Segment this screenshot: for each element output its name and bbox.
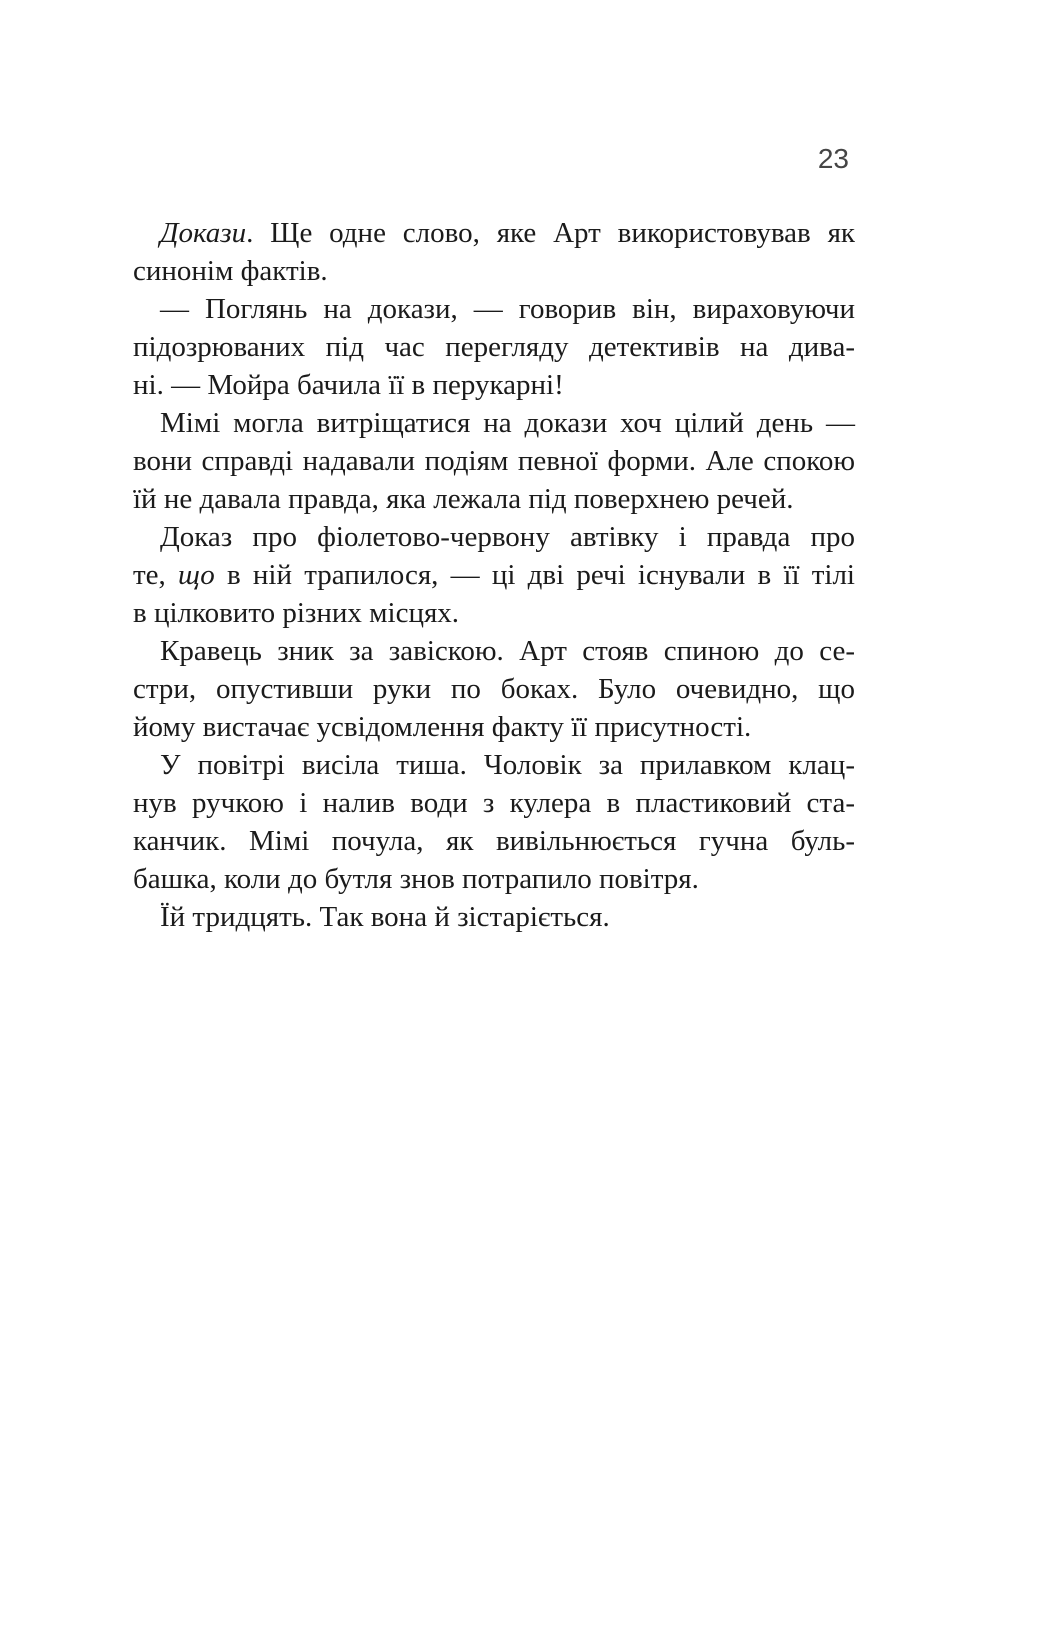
text-segment: Мімі могла витріщатися на докази хоч цілий день — [160,407,855,439]
paragraph [133,746,855,898]
text-line [133,442,855,480]
text-line [133,898,855,936]
text-segment: їй не давала правда, яка лежала під поверхнею речей. [133,483,794,515]
text-segment: в цілковито різних місцях. [133,597,460,629]
text-segment: вони справді надавали подіям певної форми. Але спокою [133,445,855,477]
italic-text-segment: Докази [160,217,247,249]
body-text-block [133,214,855,936]
text-line [133,404,855,442]
text-line [133,480,855,518]
text-segment: синонім фактів. [133,255,328,287]
text-line [133,708,855,746]
text-segment: У повітрі висіла тиша. Чоловік за прилавком клац- [160,749,855,781]
text-segment: Кравець зник за завіскою. Арт стояв спиною до се- [160,635,855,667]
text-line [133,746,855,784]
paragraph [133,518,855,632]
page-number: 23 [817,143,849,174]
text-segment: ні. — Мойра бачила її в перукарні! [133,369,564,401]
italic-text-segment: що [178,559,215,591]
text-line [133,784,855,822]
text-line [133,860,855,898]
text-line [133,366,855,404]
text-segment: башка, коли до бутля знов потрапило повітря. [133,863,699,895]
text-segment: Доказ про фіолетово-червону автівку і правда про [160,521,855,553]
text-segment: йому вистачає усвідомлення факту її присутності. [133,711,752,743]
text-line [133,670,855,708]
text-line [133,822,855,860]
text-segment: Їй тридцять. Так вона й зістаріється. [160,901,610,933]
text-line [133,214,855,252]
paragraph [133,632,855,746]
text-segment: нув ручкою і налив води з кулера в пластиковий ста- [133,787,855,819]
text-line [133,632,855,670]
paragraph [133,290,855,404]
text-segment: канчик. Мімі почула, як вивільнюється гучна буль- [133,825,855,857]
text-line [133,594,855,632]
text-segment: — Поглянь на докази, — говорив він, вираховуючи [160,293,855,325]
text-line [133,328,855,366]
text-segment: стри, опустивши руки по боках. Було очевидно, що [133,673,855,705]
paragraph [133,404,855,518]
text-line [133,252,855,290]
text-segment: те, [133,559,179,591]
text-segment: підозрюваних під час перегляду детективів на дива- [133,331,855,363]
text-line [133,290,855,328]
paragraph [133,214,855,290]
paragraph [133,898,855,936]
text-segment: . Ще одне слово, яке Арт використовував як [246,217,855,249]
text-line [133,556,855,594]
text-segment: в ній трапилося, — ці дві речі існували в її тілі [214,559,855,591]
text-line [133,518,855,556]
